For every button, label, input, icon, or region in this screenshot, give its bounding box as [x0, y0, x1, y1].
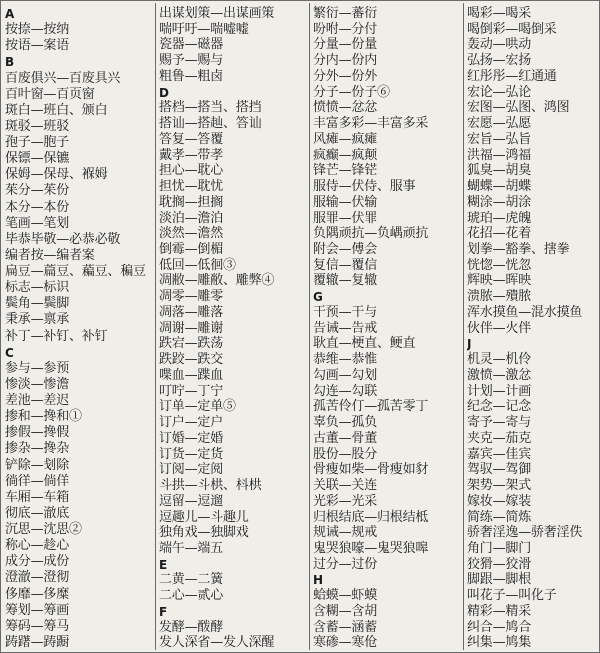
word-pair-entry: 架势—架式 — [467, 478, 532, 493]
word-pair-entry: 筹码—筹马 — [5, 618, 70, 634]
word-pair-entry: 掺杂—搀杂 — [5, 441, 70, 457]
word-pair-entry: 寄予—寄与 — [467, 415, 532, 430]
word-pair-entry: 伙伴—火伴 — [467, 320, 532, 336]
word-pair-entry: 分量—份量 — [313, 37, 378, 53]
word-pair-entry: 过分—过份 — [313, 556, 378, 572]
word-pair-entry: 风瘫—疯瘫 — [313, 131, 378, 147]
word-pair-entry: 编者按—编者案 — [5, 247, 95, 263]
word-pair-entry: 孢子—胞子 — [5, 135, 70, 150]
word-pair-entry: 覆辙—复辙 — [313, 273, 378, 289]
word-pair-entry: 夹克—茄克 — [467, 430, 532, 446]
word-pair-entry: 凋零—雕零 — [159, 289, 224, 304]
word-pair-entry: 负隅顽抗—负嵎顽抗 — [313, 226, 429, 242]
word-pair-entry: 筹划—筹画 — [5, 602, 70, 618]
column-3 — [313, 5, 461, 650]
word-pair-entry: 担心—耽心 — [159, 163, 224, 179]
word-pair-entry: 按捺—按纳 — [5, 22, 70, 38]
word-pair-entry: 徜徉—倘佯 — [5, 473, 70, 489]
word-pair-entry: 订阅—定阅 — [159, 462, 224, 478]
word-pair-entry: 激愤—激忿 — [467, 367, 532, 383]
word-pair-entry: 骨瘦如柴—骨瘦如豺 — [313, 462, 429, 478]
word-pair-entry: 嘉宾—佳宾 — [467, 446, 532, 462]
word-pair-entry: 称心—趁心 — [5, 538, 70, 554]
word-pair-entry: 溃脓—殨脓 — [467, 289, 532, 304]
section-letter: G — [313, 290, 323, 304]
word-pair-entry: 秉承—禀承 — [5, 312, 70, 328]
word-pair-entry: 跌跤—跌交 — [159, 352, 224, 367]
word-pair-entry: 繁衍—蕃衍 — [313, 6, 378, 21]
word-pair-entry: 保镖—保镳 — [5, 151, 70, 167]
word-pair-entry: 踌躇—踌蹰 — [5, 634, 70, 650]
word-pair-entry: 鬓角—鬓脚 — [5, 296, 70, 312]
word-pair-entry: 答复—答覆 — [159, 131, 224, 147]
word-pair-entry: 精彩—精采 — [467, 603, 532, 619]
word-pair-entry: 复信—覆信 — [313, 257, 378, 273]
word-pair-entry: 纪念—记念 — [467, 399, 532, 415]
word-pair-entry: 琥珀—虎魄 — [467, 210, 532, 226]
word-pair-entry: 宏旨—弘旨 — [467, 131, 532, 147]
column-4 — [467, 5, 599, 650]
word-pair-entry: 淡然—澹然 — [159, 226, 224, 242]
word-pair-entry: 凋落—雕落 — [159, 304, 224, 320]
word-pair-entry: 纠合—鸠合 — [467, 619, 532, 635]
word-pair-entry: 逗留—逗遛 — [159, 493, 224, 509]
word-pair-entry: 掺假—搀假 — [5, 425, 70, 441]
word-pair-entry: 骄奢淫逸—骄奢淫佚 — [467, 525, 583, 540]
word-pair-entry: 花招—花着 — [467, 226, 532, 242]
column-2 — [159, 5, 307, 650]
word-pair-entry: 铲除—刬除 — [5, 457, 70, 473]
section-letter: H — [313, 573, 323, 588]
word-pair-entry: 独角戏—独脚戏 — [159, 525, 249, 540]
word-pair-entry: 红彤彤—红通通 — [467, 68, 557, 84]
section-letter: F — [159, 604, 167, 619]
word-pair-entry: 成分—成份 — [5, 554, 70, 570]
word-pair-entry: 含蓄—涵蓄 — [313, 619, 378, 635]
word-pair-entry: 简练—简炼 — [467, 509, 532, 525]
column-divider — [309, 3, 310, 650]
word-pair-entry: 订婚—定婚 — [159, 430, 224, 446]
word-pair-entry: 规诫—规戒 — [313, 525, 378, 540]
word-pair-entry: 干预—干与 — [313, 304, 378, 320]
word-pair-entry: 恭维—恭惟 — [313, 352, 378, 367]
word-pair-entry: 叮咛—丁宁 — [159, 383, 224, 399]
word-pair-entry: 喝彩—喝采 — [467, 6, 532, 21]
word-pair-entry: 搭讪—搭赸、答讪 — [159, 116, 262, 131]
word-pair-entry: 赐予—赐与 — [159, 53, 224, 68]
word-pair-entry: 订单—定单⑤ — [159, 399, 236, 415]
word-pair-entry: 喘吁吁—喘嘘嘘 — [159, 21, 249, 37]
word-pair-entry: 蛤蟆—虾蟆 — [313, 588, 378, 603]
word-pair-entry: 补丁—补钉、补钉 — [5, 328, 108, 344]
word-pair-entry: 掺和—搀和① — [5, 409, 82, 425]
section-letter: A — [5, 7, 15, 21]
word-pair-entry: 疯癫—疯颠 — [313, 147, 378, 163]
word-pair-entry: 跌宕—跌荡 — [159, 336, 224, 352]
word-pair-entry: 嫁妆—嫁装 — [467, 493, 532, 509]
word-pair-entry: 寒碜—寒伧 — [313, 635, 378, 650]
word-pair-entry: 勾画—勾划 — [313, 367, 378, 383]
word-pair-entry: 愤愤—忿忿 — [313, 100, 378, 116]
word-pair-entry: 纠集—鸠集 — [467, 635, 532, 650]
section-letter: C — [5, 345, 14, 360]
word-pair-entry: 服罪—伏罪 — [313, 210, 378, 226]
word-pair-entry: 斗拱—斗栱、枓栱 — [159, 478, 262, 493]
word-pair-entry: 分内—份内 — [313, 53, 378, 68]
word-pair-entry: 洪福—鸿福 — [467, 147, 532, 163]
word-pair-entry: 含糊—含胡 — [313, 603, 378, 619]
word-pair-entry: 弘扬—宏扬 — [467, 53, 532, 68]
word-pair-entry: 浑水摸鱼—混水摸鱼 — [467, 304, 583, 320]
word-pair-entry: 参与—参预 — [5, 360, 70, 376]
section-letter: B — [5, 55, 14, 70]
word-pair-entry: 倒霉—倒楣 — [159, 242, 224, 257]
word-pair-entry: 茱分—茱份 — [5, 183, 70, 199]
word-pair-entry: 惨淡—惨澹 — [5, 376, 70, 392]
word-pair-entry: 差池—差迟 — [5, 393, 70, 408]
word-pair-entry: 孤苦伶仃—孤苦零丁 — [313, 399, 429, 415]
word-pair-entry: 脚跟—脚根 — [467, 572, 532, 588]
word-pair-entry: 出谋划策—出谋画策 — [159, 6, 275, 21]
word-pair-entry: 归根结底—归根结柢 — [313, 509, 429, 525]
word-pair-entry: 宏论—弘论 — [467, 84, 532, 100]
word-pair-entry: 驾驭—驾御 — [467, 462, 532, 478]
word-pair-entry: 糊涂—胡涂 — [467, 194, 532, 210]
word-pair-entry: 计划—计画 — [467, 383, 532, 399]
word-pair-entry: 锋芒—锋铓 — [313, 163, 378, 179]
word-pair-entry: 勾连—勾联 — [313, 383, 378, 399]
word-pair-entry: 笔画—笔划 — [5, 215, 70, 231]
word-pair-entry: 喋血—蹀血 — [159, 367, 224, 383]
word-pair-entry: 狐臭—胡臭 — [467, 163, 532, 179]
word-pair-entry: 低回—低徊③ — [159, 257, 236, 273]
word-pair-entry: 丰富多彩—丰富多采 — [313, 116, 429, 131]
word-pair-entry: 分子—份子⑥ — [313, 84, 390, 100]
word-pair-entry: 机灵—机伶 — [467, 352, 532, 367]
word-pair-entry: 凋敝—雕敝、雕弊④ — [159, 273, 275, 289]
word-pair-entry: 附会—傅会 — [313, 242, 378, 257]
word-pair-entry: 服侍—伏侍、服事 — [313, 179, 416, 194]
word-pair-entry: 二黄—二簧 — [159, 572, 224, 588]
word-pair-entry: 凋谢—雕谢 — [159, 320, 224, 336]
word-pair-entry: 瓷器—磁器 — [159, 37, 224, 53]
word-pair-entry: 粗鲁—粗卤 — [159, 68, 224, 84]
word-pair-entry: 订货—定货 — [159, 446, 224, 462]
word-pair-entry: 蝴蝶—胡蝶 — [467, 179, 532, 194]
word-pair-entry: 毕恭毕敬—必恭必敬 — [5, 231, 121, 247]
word-pair-entry: 淡泊—澹泊 — [159, 210, 224, 226]
word-pair-entry: 担忧—耽忧 — [159, 179, 224, 194]
word-pair-entry: 斑驳—班驳 — [5, 118, 70, 134]
word-pair-entry: 辜负—孤负 — [313, 415, 378, 430]
word-pair-entry: 逗趣儿—斗趣儿 — [159, 509, 249, 525]
section-letter: J — [467, 337, 472, 352]
word-pair-entry: 光彩—光采 — [313, 493, 378, 509]
word-pair-entry: 本分—本份 — [5, 199, 70, 215]
word-pair-entry: 耽搁—担搁 — [159, 194, 224, 210]
word-pair-entry: 彻底—澈底 — [5, 505, 70, 521]
word-pair-entry: 角门—脚门 — [467, 540, 532, 556]
word-pair-entry: 分外—份外 — [313, 68, 378, 84]
word-pair-entry: 车厢—车箱 — [5, 489, 70, 505]
word-pair-entry: 股份—股分 — [313, 446, 378, 462]
word-pair-entry: 端午—端五 — [159, 540, 224, 556]
word-pair-entry: 二心—贰心 — [159, 588, 224, 603]
column-1 — [5, 5, 153, 650]
section-letter: D — [159, 85, 169, 100]
word-pair-entry: 侈靡—侈糜 — [5, 586, 70, 602]
word-pair-entry: 轰动—哄动 — [467, 37, 532, 53]
word-pair-entry: 狡猾—狡滑 — [467, 556, 532, 572]
word-pair-entry: 喝倒彩—喝倒采 — [467, 21, 557, 37]
word-pair-entry: 宏愿—弘愿 — [467, 116, 532, 131]
section-letter: E — [159, 557, 167, 572]
word-pair-entry: 吩咐—分付 — [313, 21, 378, 37]
word-pair-entry: 划拳—豁拳、搳拳 — [467, 242, 570, 257]
word-pair-entry: 百废俱兴—百废具兴 — [5, 70, 121, 86]
word-pair-entry: 发酵—酦酵 — [159, 619, 224, 635]
word-pair-entry: 订户—定户 — [159, 415, 224, 430]
word-pair-entry: 搭档—搭当、搭挡 — [159, 100, 262, 116]
word-pair-entry: 鬼哭狼嚎—鬼哭狼嗥 — [313, 540, 429, 556]
word-pair-entry: 澄澈—澄彻 — [5, 570, 70, 586]
word-pair-entry: 斑白—班白、颁白 — [5, 102, 108, 118]
word-pair-entry: 告诫—告戒 — [313, 320, 378, 336]
word-pair-entry: 宏图—弘图、鸿图 — [467, 100, 570, 116]
word-pair-entry: 百叶窗—百页窗 — [5, 86, 95, 102]
word-pair-entry: 扁豆—萹豆、藊豆、稨豆 — [5, 264, 146, 279]
word-pair-entry: 辉映—晖映 — [467, 273, 532, 289]
column-divider — [463, 3, 464, 650]
word-pair-entry: 沉思—沈思② — [5, 522, 82, 537]
column-divider — [155, 3, 156, 650]
word-pair-entry: 叫花子—叫化子 — [467, 588, 557, 603]
word-pair-entry: 恍惚—恍忽 — [467, 257, 532, 273]
word-pair-entry: 服输—伏输 — [313, 194, 378, 210]
word-pair-entry: 保姆—保母、褓姆 — [5, 167, 108, 183]
word-pair-entry: 耿直—梗直、鲠直 — [313, 336, 416, 352]
word-pair-entry: 发人深省—发人深醒 — [159, 635, 275, 650]
word-pair-entry: 标志—标识 — [5, 280, 70, 296]
word-pair-entry: 按语—案语 — [5, 38, 70, 54]
word-pair-entry: 戴孝—带孝 — [159, 147, 224, 163]
word-pair-entry: 关联—关连 — [313, 478, 378, 493]
word-pair-entry: 古董—骨董 — [313, 430, 378, 446]
